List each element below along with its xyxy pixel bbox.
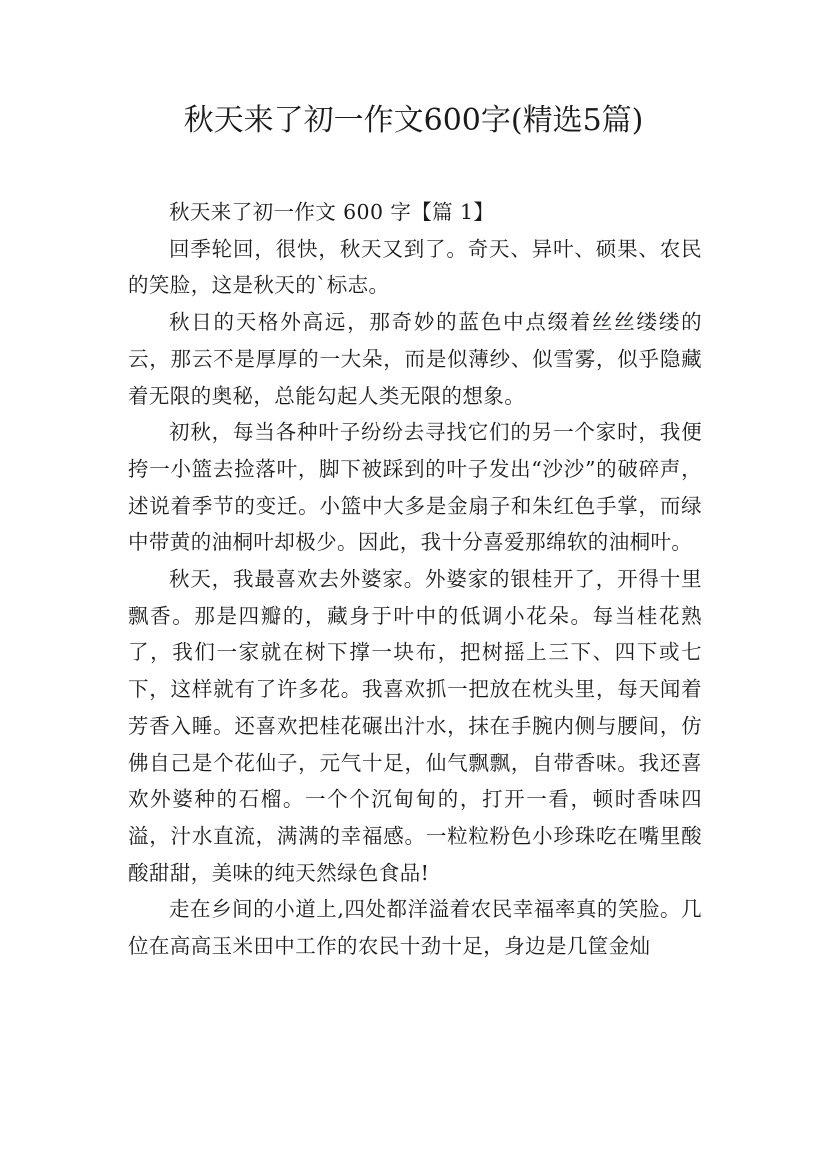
paragraph-3: 初秋，每当各种叶子纷纷去寻找它们的另一个家时，我便挎一小篮去捡落叶，脚下被踩到的叶子发出“沙沙”的破碎声，述说着季节的变迁。小篮中大多是金扇子和朱红色手掌，而绿中带黄的油桐叶却极少。因此，我十分喜爱那绵软的油桐叶。 <box>128 420 702 555</box>
document-body <box>128 194 702 965</box>
paragraph-2: 秋日的天格外高远，那奇妙的蓝色中点缀着丝丝缕缕的云，那云不是厚厚的一大朵，而是似薄纱、似雪雾，似乎隐藏着无限的奥秘，总能勾起人类无限的想象。 <box>128 310 702 408</box>
document-title: 秋天来了初一作文600字(精选5篇) <box>183 103 644 138</box>
section-heading: 秋天来了初一作文 600 字【篇 1】 <box>169 200 495 224</box>
paragraph-1: 回季轮回，很快，秋天又到了。奇天、异叶、硕果、农民的笑脸，这是秋天的`标志。 <box>128 236 702 298</box>
paragraph-5: 走在乡间的小道上,四处都洋溢着农民幸福率真的笑脸。几位在高高玉米田中工作的农民十劲十足，身边是几筐金灿 <box>128 897 702 959</box>
paragraph-4: 秋天，我最喜欢去外婆家。外婆家的银桂开了，开得十里飘香。那是四瓣的，藏身于叶中的低调小花朵。每当桂花熟了，我们一家就在树下撑一块布，把树摇上三下、四下或七下，这样就有了许多花。我喜欢抓一把放在枕头里，每天闻着芳香入睡。还喜欢把桂花碾出汁水，抹在手腕内侧与腰间，仿佛自己是个花仙子，元气十足，仙气飘飘，自带香味。我还喜欢外婆种的石榴。一个个沉甸甸的，打开一看，顿时香味四溢，汁水直流，满满的幸福感。一粒粒粉色小珍珠吃在嘴里酸酸甜甜，美味的纯天然绿色食品! <box>128 567 702 885</box>
